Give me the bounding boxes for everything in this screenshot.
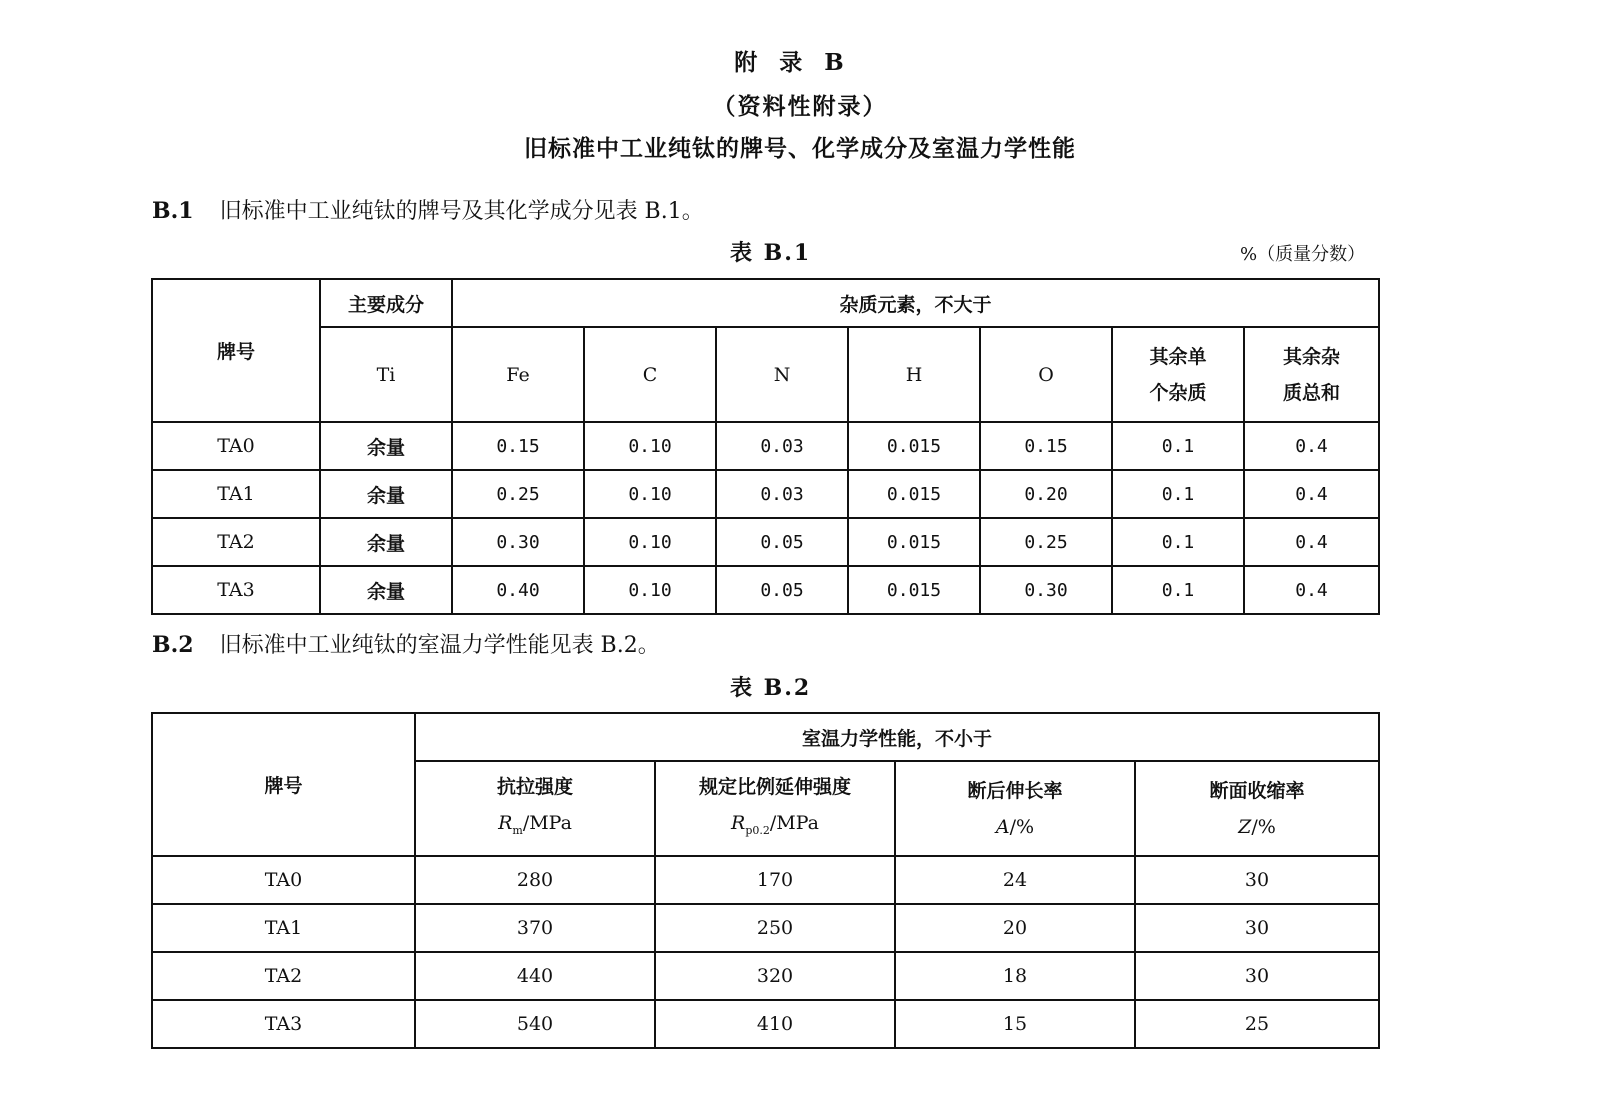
- table-cell: 0.015: [848, 470, 980, 518]
- unit: /%: [1009, 815, 1035, 838]
- table-b1-header-h: H: [848, 327, 980, 422]
- table-cell: 0.25: [452, 470, 584, 518]
- symbol: R: [731, 811, 746, 834]
- table-row: [152, 952, 1379, 1000]
- table-cell: 0.10: [584, 470, 716, 518]
- table-cell: 0.15: [452, 422, 584, 470]
- table-b1-header-o: O: [980, 327, 1112, 422]
- table-b2-header-elongation: [895, 761, 1135, 856]
- section-b2-text: 旧标准中工业纯钛的室温力学性能见表 B.2。: [219, 633, 660, 658]
- table-row: [152, 566, 1379, 614]
- table-b1: [151, 278, 1380, 615]
- appendix-subtitle: （资料性附录）: [712, 93, 888, 120]
- table-cell: 540: [415, 1000, 655, 1048]
- table-b2: [151, 712, 1380, 1049]
- header-name: 断面收缩率: [1209, 779, 1305, 802]
- table-cell: 0.05: [716, 566, 848, 614]
- table-b1-header-other-single-line: 个杂质: [1149, 381, 1207, 404]
- table-b2-caption: 表 B.2: [730, 675, 812, 701]
- table-cell: 170: [655, 856, 895, 904]
- section-b1-text: 旧标准中工业纯钛的牌号及其化学成分见表 B.1。: [219, 199, 704, 224]
- table-b2-header-tensile: [415, 761, 655, 856]
- table-cell: 280: [415, 856, 655, 904]
- table-cell: 0.4: [1244, 518, 1379, 566]
- unit: /%: [1251, 815, 1276, 838]
- table-b2-header-yield: [655, 761, 895, 856]
- table-b2-header-group: 室温力学性能，不小于: [415, 713, 1379, 761]
- table-b1-header-n: N: [716, 327, 848, 422]
- table-b1-header-main: 主要成分: [320, 279, 452, 327]
- table-cell: 0.03: [716, 422, 848, 470]
- table-cell: 0.10: [584, 518, 716, 566]
- table-cell: 0.1: [1112, 518, 1244, 566]
- header-name: 抗拉强度: [496, 775, 573, 798]
- table-cell: 0.10: [584, 422, 716, 470]
- unit: /MPa: [769, 811, 819, 834]
- table-cell: 0.4: [1244, 422, 1379, 470]
- table-cell: 0.015: [848, 566, 980, 614]
- table-cell: TA2: [152, 952, 415, 1000]
- table-row: [152, 904, 1379, 952]
- table-cell: 30: [1135, 952, 1379, 1000]
- table-cell: 0.1: [1112, 422, 1244, 470]
- table-cell: TA1: [152, 470, 320, 518]
- table-cell: 余量: [320, 422, 452, 470]
- table-cell: 0.30: [980, 566, 1112, 614]
- table-b1-header-ti: Ti: [320, 327, 452, 422]
- table-cell: 余量: [320, 566, 452, 614]
- section-b2: [152, 628, 660, 659]
- table-cell: 0.015: [848, 518, 980, 566]
- table-cell: 20: [895, 904, 1135, 952]
- table-cell: TA1: [152, 904, 415, 952]
- header-name: 规定比例延伸强度: [698, 775, 851, 798]
- table-cell: 440: [415, 952, 655, 1000]
- table-cell: 0.4: [1244, 470, 1379, 518]
- table-b1-header-impurity: 杂质元素，不大于: [452, 279, 1379, 327]
- header-symbol-line: [1136, 809, 1378, 845]
- table-cell: 30: [1135, 856, 1379, 904]
- header-symbol-line: [656, 805, 894, 849]
- table-cell: 0.20: [980, 470, 1112, 518]
- table-cell: 15: [895, 1000, 1135, 1048]
- table-cell: 余量: [320, 518, 452, 566]
- table-cell: TA3: [152, 566, 320, 614]
- table-cell: TA3: [152, 1000, 415, 1048]
- table-cell: TA0: [152, 856, 415, 904]
- table-cell: 0.25: [980, 518, 1112, 566]
- table-cell: 25: [1135, 1000, 1379, 1048]
- table-cell: 0.1: [1112, 566, 1244, 614]
- table-cell: 0.30: [452, 518, 584, 566]
- table-cell: TA2: [152, 518, 320, 566]
- table-row: [152, 422, 1379, 470]
- header-symbol-line: [416, 805, 654, 849]
- unit: /MPa: [522, 811, 572, 834]
- table-row: [152, 518, 1379, 566]
- table-cell: 0.40: [452, 566, 584, 614]
- appendix-heading: 旧标准中工业纯钛的牌号、化学成分及室温力学性能: [524, 135, 1076, 162]
- section-b2-number: B.2: [152, 632, 194, 658]
- table-row: [152, 856, 1379, 904]
- table-b2-header-grade: 牌号: [152, 713, 415, 856]
- table-b1-header-other-total-line: 质总和: [1283, 381, 1341, 404]
- section-b1: [152, 194, 704, 225]
- table-b1-header-fe: Fe: [452, 327, 584, 422]
- table-cell: 24: [895, 856, 1135, 904]
- table-cell: 0.03: [716, 470, 848, 518]
- table-cell: 0.1: [1112, 470, 1244, 518]
- table-b1-header-c: C: [584, 327, 716, 422]
- symbol: Z: [1238, 815, 1252, 838]
- table-cell: 250: [655, 904, 895, 952]
- table-b1-header-other-single: [1112, 327, 1244, 422]
- symbol-sub: m: [512, 823, 523, 837]
- symbol: R: [498, 811, 513, 834]
- table-b1-caption: 表 B.1: [730, 240, 812, 266]
- table-row: [152, 1000, 1379, 1048]
- table-b1-unit: %（质量分数）: [1240, 244, 1366, 265]
- table-cell: 410: [655, 1000, 895, 1048]
- table-cell: 370: [415, 904, 655, 952]
- table-cell: 余量: [320, 470, 452, 518]
- table-b1-header-other-single-line: 其余单: [1149, 345, 1207, 368]
- symbol-sub: p0.2: [745, 823, 770, 837]
- table-b1-header-other-total-line: 其余杂: [1283, 345, 1341, 368]
- table-b2-header-reduction: [1135, 761, 1379, 856]
- table-cell: TA0: [152, 422, 320, 470]
- table-cell: 0.015: [848, 422, 980, 470]
- symbol: A: [995, 815, 1010, 838]
- table-cell: 320: [655, 952, 895, 1000]
- table-cell: 30: [1135, 904, 1379, 952]
- table-b1-header-other-total: [1244, 327, 1379, 422]
- table-cell: 0.05: [716, 518, 848, 566]
- table-row: [152, 470, 1379, 518]
- appendix-title: 附录B: [734, 49, 866, 76]
- header-name: 断后伸长率: [967, 779, 1063, 802]
- table-cell: 0.4: [1244, 566, 1379, 614]
- header-symbol-line: [896, 809, 1134, 845]
- table-b1-header-grade: 牌号: [152, 279, 320, 422]
- table-cell: 0.10: [584, 566, 716, 614]
- table-cell: 0.15: [980, 422, 1112, 470]
- table-cell: 18: [895, 952, 1135, 1000]
- section-b1-number: B.1: [152, 198, 194, 224]
